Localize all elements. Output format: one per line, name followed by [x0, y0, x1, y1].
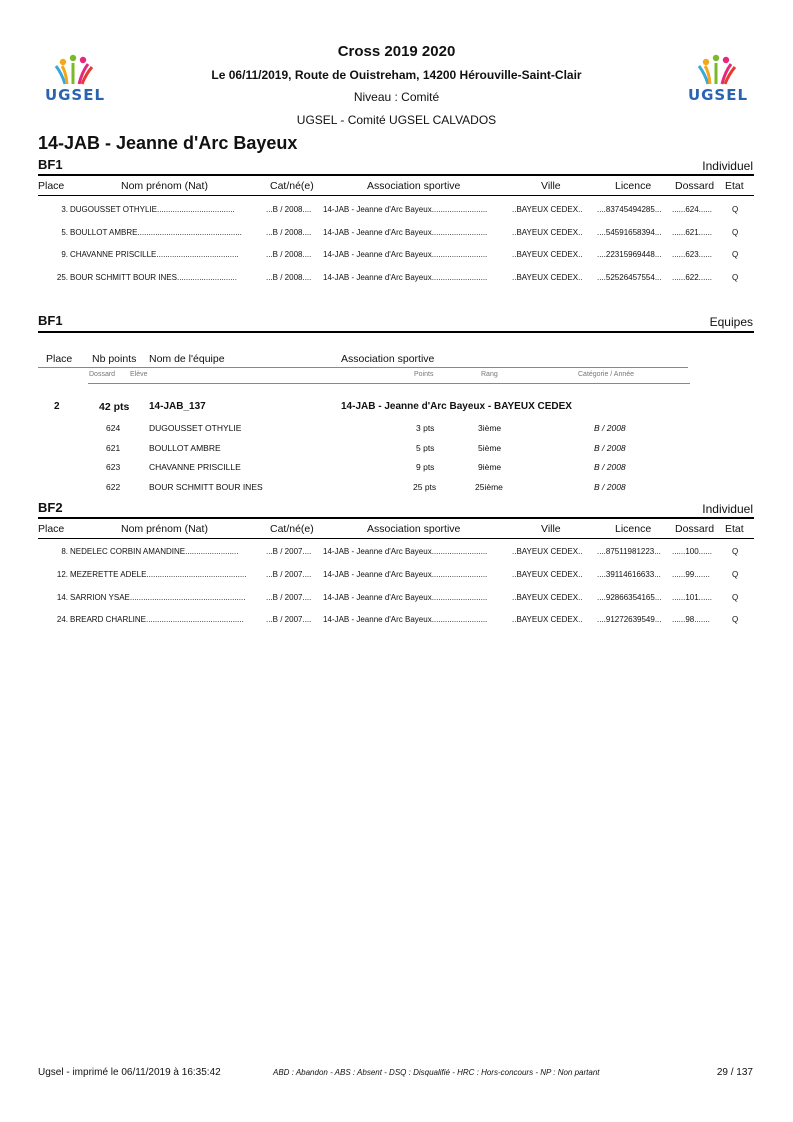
section-type-individuel: Individuel	[702, 502, 753, 516]
col-name: Nom prénom (Nat)	[121, 180, 208, 192]
section-label-bf1-team: BF1	[38, 313, 63, 328]
level-text: Niveau : Comité	[353, 90, 440, 104]
col-place: Place	[38, 180, 65, 192]
footer-printed: Ugsel - imprimé le 06/11/2019 à 16:35:42	[38, 1067, 221, 1078]
page-title: Cross 2019 2020	[337, 43, 456, 60]
col-ville: Ville	[541, 180, 561, 192]
page-number: 29 / 137	[716, 1067, 753, 1078]
col-etat: Etat	[725, 180, 744, 192]
col-assoc: Association sportive	[367, 180, 461, 192]
section-rule	[38, 174, 754, 176]
section-label-bf2: BF2	[38, 500, 63, 515]
section-type-equipes: Equipes	[709, 315, 753, 329]
section-label-bf1: BF1	[38, 157, 63, 172]
col-licence: Licence	[615, 180, 652, 192]
col-cat: Cat/né(e)	[270, 180, 314, 192]
col-dossard: Dossard	[675, 180, 715, 192]
committee-text: UGSEL - Comité UGSEL CALVADOS	[296, 113, 497, 127]
section-type-individuel: Individuel	[702, 159, 753, 173]
logo-text: UGSEL	[687, 86, 749, 104]
school-title: 14-JAB - Jeanne d'Arc Bayeux	[38, 133, 298, 153]
event-subtitle: Le 06/11/2019, Route de Ouistreham, 14200 Hérouville-Saint-Clair	[211, 68, 582, 82]
footer-legend: ABD : Abandon - ABS : Absent - DSQ : Disqualifié - HRC : Hors-concours - NP : Non partant	[273, 1068, 600, 1077]
logo-text: UGSEL	[44, 86, 106, 104]
